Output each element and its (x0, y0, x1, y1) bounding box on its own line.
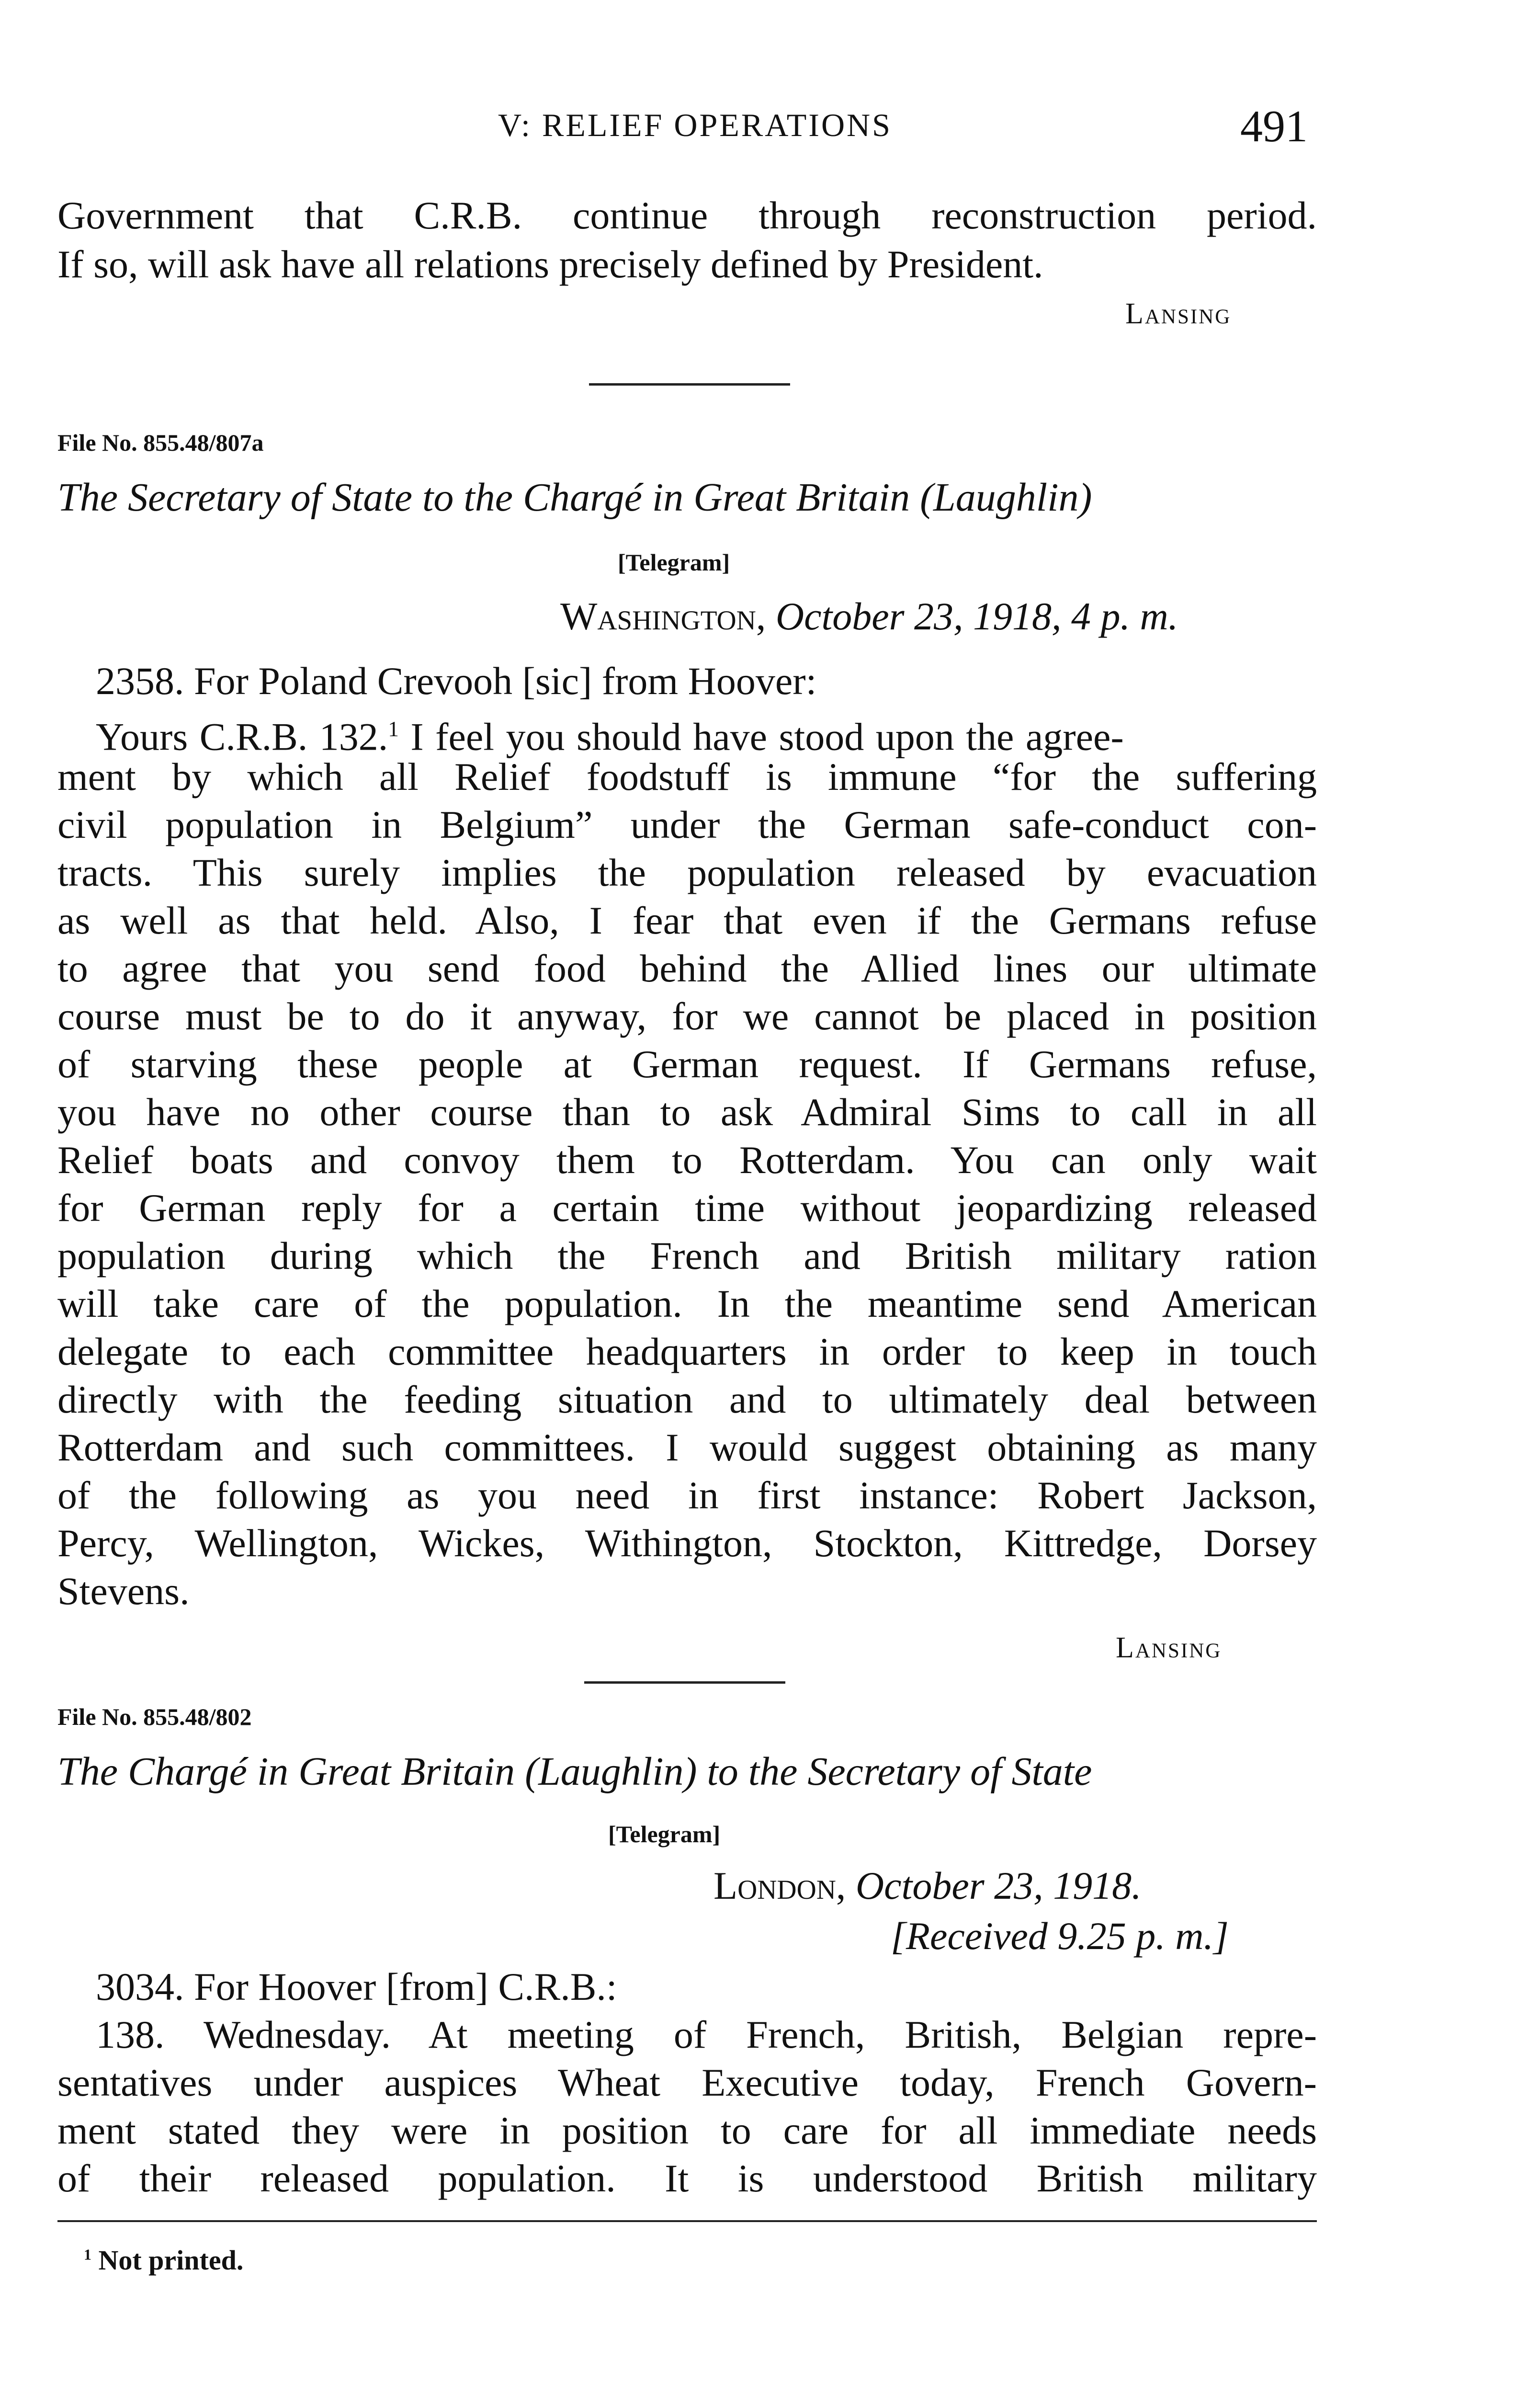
signature: Lansing (1125, 297, 1232, 330)
body-line: Relief boats and convoy them to Rotterdam. You can only wait (57, 1138, 1317, 1182)
dateline-date: October 23, 1918. (855, 1864, 1142, 1907)
footnote-reference: 1 (388, 717, 399, 741)
footnote-marker: 1 (84, 2246, 91, 2263)
continuation-line: If so, will ask have all relations precisely defined by President. (57, 242, 1043, 286)
section-divider (584, 1681, 785, 1684)
dateline-date: October 23, 1918, 4 p. m. (775, 594, 1178, 638)
body-line: of the following as you need in first instance: Robert Jackson, (57, 1473, 1317, 1517)
page-number: 491 (1240, 102, 1308, 151)
dateline (560, 594, 1178, 639)
body-line: 138. Wednesday. At meeting of French, British, Belgian repre- (96, 2013, 1317, 2056)
file-number: File No. 855.48/802 (57, 1703, 252, 1730)
body-line: 2358. For Poland Crevooh [sic] from Hoover: (96, 659, 817, 703)
running-header: V: RELIEF OPERATIONS (498, 107, 892, 143)
dateline (713, 1863, 1142, 1908)
body-line: as well as that held. Also, I fear that even if the Germans refuse (57, 899, 1317, 942)
body-line: of starving these people at German request. If Germans refuse, (57, 1042, 1317, 1086)
body-line (96, 705, 1317, 761)
signature: Lansing (1116, 1631, 1222, 1664)
body-line: civil population in Belgium” under the German safe-conduct con- (57, 803, 1317, 846)
telegram-label: [Telegram] (618, 549, 730, 576)
file-number: File No. 855.48/807a (57, 429, 264, 456)
body-line: course must be to do it anyway, for we cannot be placed in position (57, 994, 1317, 1038)
document-title: The Chargé in Great Britain (Laughlin) to the Secretary of State (57, 1749, 1092, 1794)
received-note: [Received 9.25 p. m.] (891, 1914, 1229, 1958)
telegram-label: [Telegram] (608, 1821, 721, 1848)
body-line: Percy, Wellington, Wickes, Withington, Stockton, Kittredge, Dorsey (57, 1521, 1317, 1565)
body-line: tracts. This surely implies the population released by evacuation (57, 851, 1317, 894)
document-title: The Secretary of State to the Chargé in Great Britain (Laughlin) (57, 475, 1092, 520)
body-line: to agree that you send food behind the Allied lines our ultimate (57, 947, 1317, 990)
body-line: of their released population. It is understood British military (57, 2156, 1317, 2200)
body-line: Rotterdam and such committees. I would suggest obtaining as many (57, 1426, 1317, 1469)
continuation-line: Government that C.R.B. continue through reconstruction period. (57, 194, 1317, 237)
body-line: population during which the French and British military ration (57, 1234, 1317, 1277)
footnote-rule (57, 2220, 1317, 2222)
section-divider (589, 383, 790, 386)
body-line: ment by which all Relief foodstuff is immune “for the suffering (57, 755, 1317, 798)
body-text: I feel you should have stood upon the agree- (410, 715, 1124, 759)
body-text: Yours C.R.B. 132. (96, 715, 388, 759)
body-line: ment stated they were in position to care for all immediate needs (57, 2109, 1317, 2152)
footnote (84, 2244, 243, 2276)
dateline-place: London, (713, 1864, 846, 1907)
body-line: you have no other course than to ask Admiral Sims to call in all (57, 1090, 1317, 1134)
body-line: Stevens. (57, 1569, 190, 1613)
body-line: delegate to each committee headquarters in order to keep in touch (57, 1330, 1317, 1373)
body-line: will take care of the population. In the meantime send American (57, 1282, 1317, 1325)
dateline-place: Washington, (560, 594, 766, 638)
body-line: 3034. For Hoover [from] C.R.B.: (96, 1965, 617, 2008)
body-line: for German reply for a certain time without jeopardizing released (57, 1186, 1317, 1230)
body-line: sentatives under auspices Wheat Executive today, French Govern- (57, 2061, 1317, 2104)
body-line: directly with the feeding situation and to ultimately deal between (57, 1378, 1317, 1421)
footnote-text: Not printed. (98, 2245, 244, 2276)
